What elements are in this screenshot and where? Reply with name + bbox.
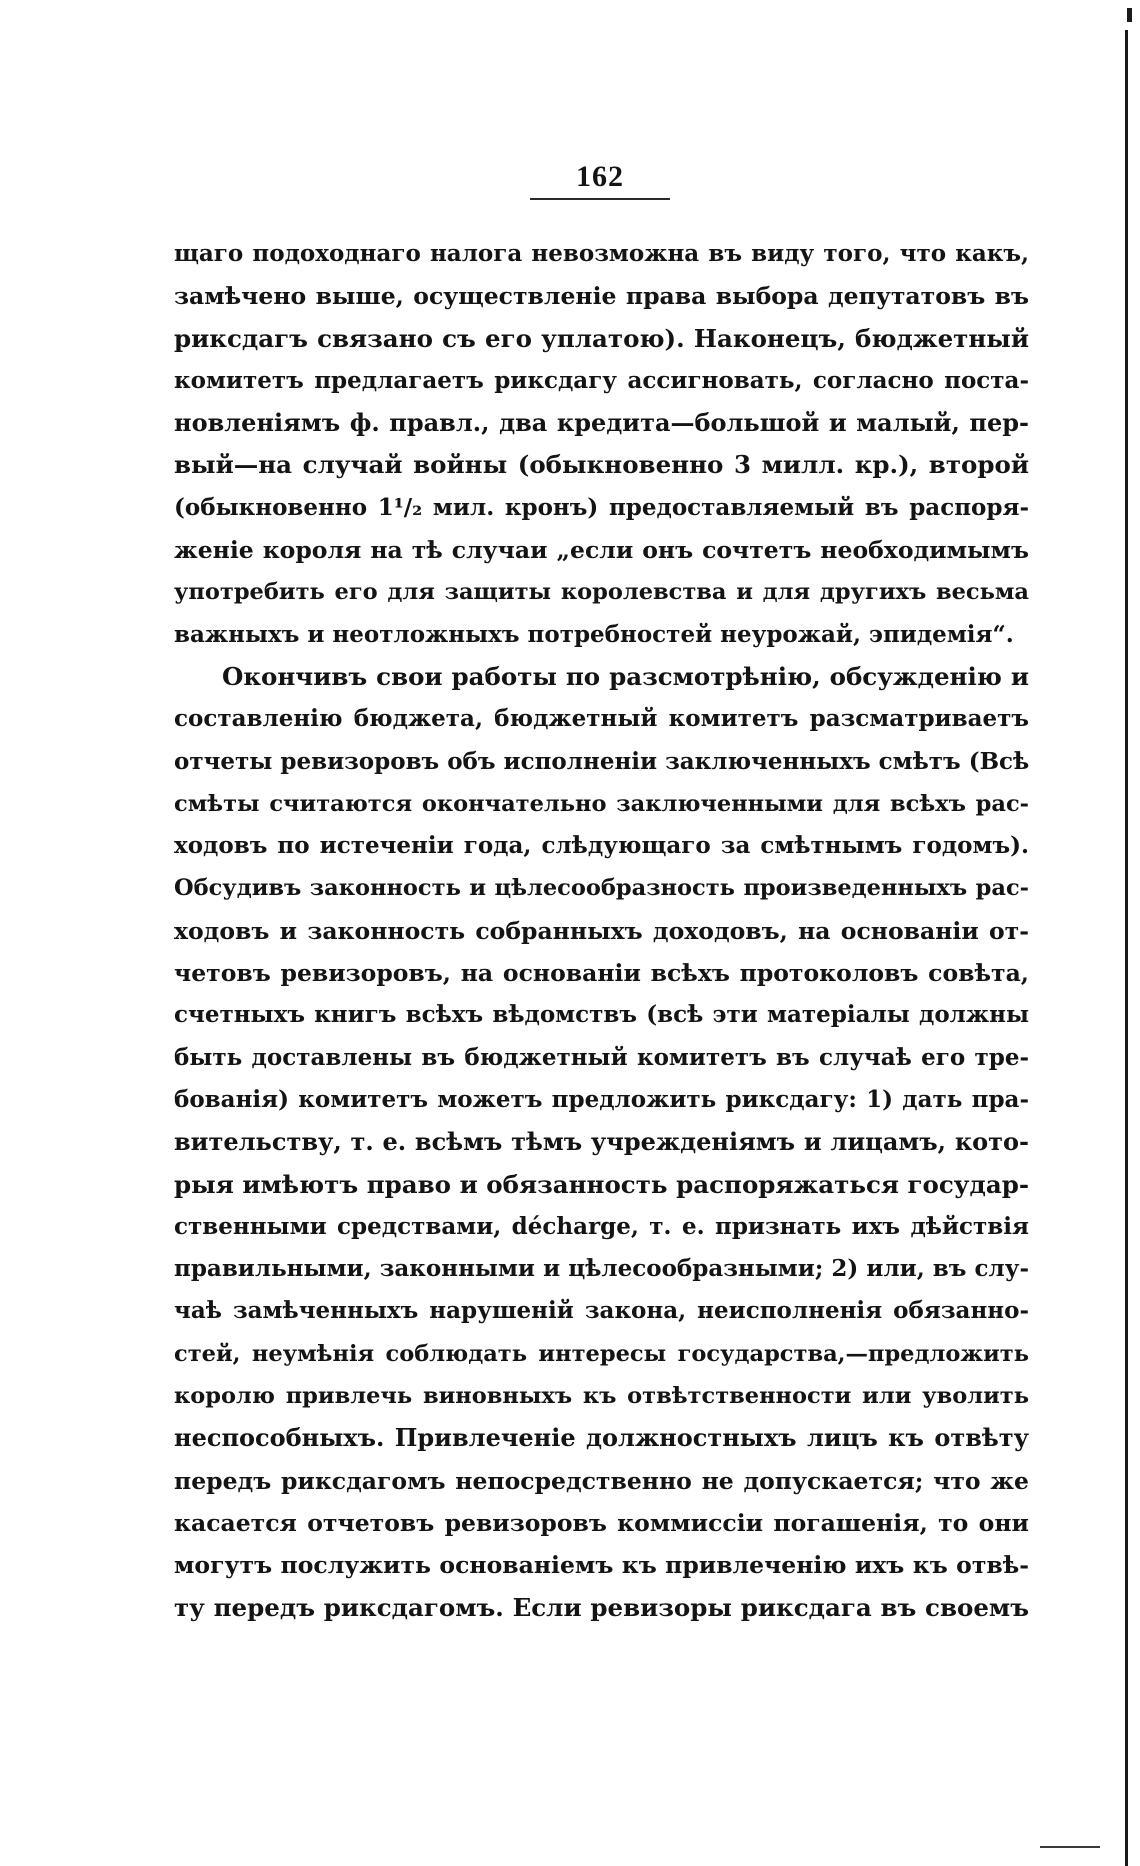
text-line: ту передъ риксдагомъ. Если ревизоры риксдага въ своемъ: [174, 1592, 1029, 1622]
text-line: составленію бюджета, бюджетный комитетъ разсматриваетъ: [174, 705, 1029, 733]
text-line: могутъ послужить основаніемъ къ привлеченію ихъ къ отвѣ-: [174, 1551, 1029, 1580]
text-line: бованія) комитетъ можетъ предложить риксдагу: 1) дать пра-: [174, 1085, 1029, 1113]
text-line: употребить его для защиты королевства и для другихъ весьма: [174, 579, 1029, 606]
text-line: вый—на случай войны (обыкновенно 3 милл. кр.), второй: [174, 450, 1029, 480]
text-line: новленіямъ ф. правл., два кредита—большой и малый, пер-: [174, 408, 1029, 438]
text-line: четовъ ревизоровъ, на основаніи всѣхъ протоколовъ совѣта,: [174, 959, 1029, 988]
text-line: чаѣ замѣченныхъ нарушеній закона, неисполненія обязанно-: [174, 1297, 1029, 1325]
text-line: стей, неумѣнія соблюдать интересы государства,—предложить: [174, 1340, 1029, 1367]
text-line: щаго подоходнаго налога невозможна въ виду того, что какъ,: [174, 240, 1029, 267]
text-line: вительству, т. е. всѣмъ тѣмъ учрежденіямъ и лицамъ, кото-: [174, 1127, 1029, 1157]
page-number: 162: [576, 160, 624, 193]
text-line: королю привлечь виновныхъ къ отвѣтственности или уволить: [174, 1383, 1029, 1410]
text-line: комитетъ предлагаетъ риксдагу ассигновать, согласно поста-: [174, 366, 1029, 394]
text-line: ходовъ и законность собранныхъ доходовъ, на основаніи от-: [174, 916, 1029, 945]
text-line: (обыкновенно 1¹/₂ мил. кронъ) предоставляемый въ распоря-: [174, 493, 1029, 521]
bottom-edge-mark: [1040, 1846, 1100, 1848]
text-line: ственными средствами, décharge, т. е. признать ихъ дѣйствія: [174, 1212, 1029, 1240]
text-line: счетныхъ книгъ всѣхъ вѣдомствъ (всѣ эти матеріалы должны: [174, 1001, 1029, 1029]
text-line: отчеты ревизоровъ объ исполненіи заключенныхъ смѣтъ (Всѣ: [174, 747, 1030, 775]
text-line: Окончивъ свои работы по разсмотрѣнію, обсужденію и: [222, 661, 1029, 691]
text-line: женіе короля на тѣ случаи „если онъ сочтетъ необходимымъ: [174, 536, 1029, 565]
text-line: замѣчено выше, осуществленіе права выбора депутатовъ въ: [174, 282, 1029, 311]
text-line: риксдагъ связано съ его уплатою). Наконецъ, бюджетный: [174, 323, 1029, 353]
text-line: касается отчетовъ ревизоровъ коммиссіи погашенія, то они: [174, 1508, 1029, 1537]
text-line: рыя имѣютъ право и обязанность распоряжаться государ-: [174, 1169, 1029, 1199]
text-line: неспособныхъ. Привлеченіе должностныхъ лицъ къ отвѣту: [174, 1423, 1029, 1453]
text-line: правильными, законными и цѣлесообразными; 2) или, въ слу-: [174, 1255, 1029, 1283]
edge-mark: [1127, 8, 1132, 22]
body-text: [174, 233, 1029, 1629]
header-rule: [530, 198, 670, 200]
page-header: [530, 160, 670, 200]
page-edge-shadow: [1125, 30, 1128, 1866]
text-line: ходовъ по истеченіи года, слѣдующаго за смѣтнымъ годомъ).: [174, 832, 1029, 860]
text-line: передъ риксдагомъ непосредственно не допускается; что же: [174, 1466, 1029, 1495]
text-line: важныхъ и неотложныхъ потребностей неурожай, эпидемія“.: [174, 620, 1014, 648]
text-line: смѣты считаются окончательно заключенными для всѣхъ рас-: [174, 790, 1029, 817]
text-line: Обсудивъ законность и цѣлесообразность произведенныхъ рас-: [174, 875, 1029, 902]
text-line: быть доставлены въ бюджетный комитетъ въ случаѣ его тре-: [174, 1043, 1029, 1071]
